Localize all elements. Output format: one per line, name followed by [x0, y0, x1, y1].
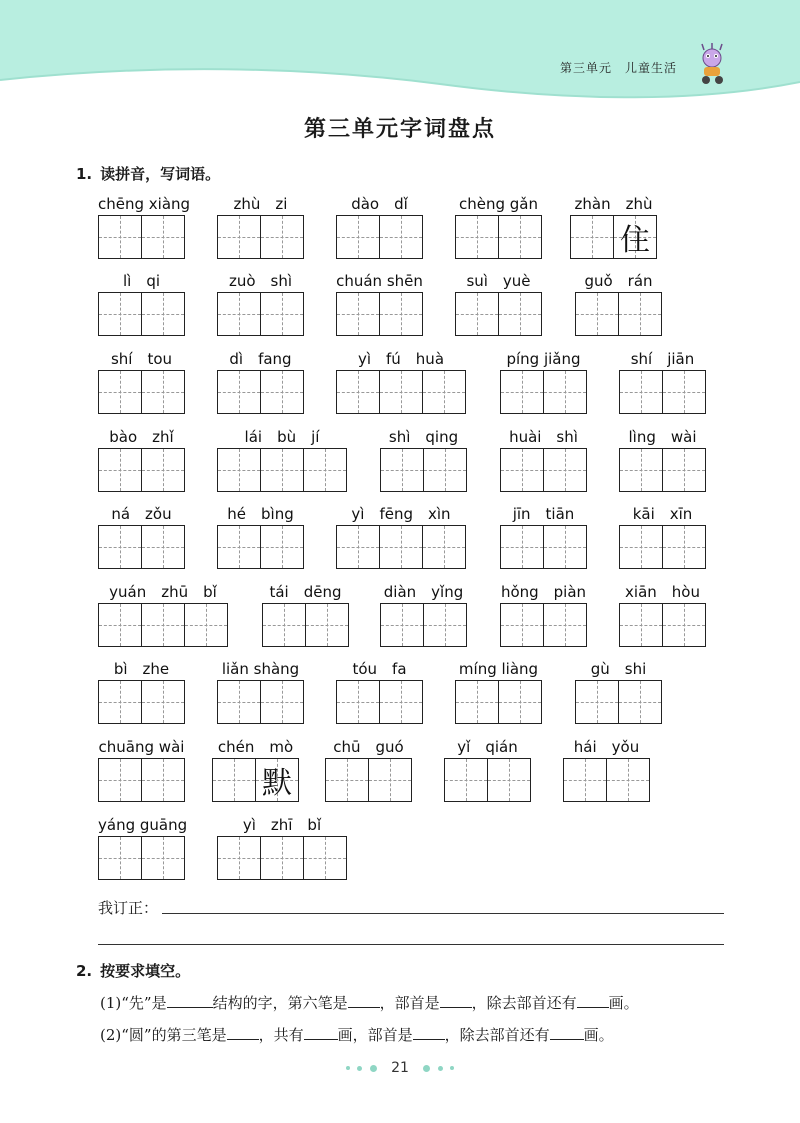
- word-item: [98, 659, 185, 724]
- character-box[interactable]: [487, 758, 531, 802]
- character-box[interactable]: [141, 292, 185, 336]
- header-wave-decoration: [0, 0, 800, 110]
- character-box[interactable]: [498, 292, 542, 336]
- tianzige-boxes: [98, 758, 185, 802]
- character-box[interactable]: [543, 525, 587, 569]
- q2-text-1: (2)“圆”的第三笔是: [100, 1026, 227, 1044]
- character-box[interactable]: [662, 448, 706, 492]
- pinyin-label: chuán shēn: [336, 272, 423, 290]
- pinyin-label: tóu fa: [352, 660, 407, 678]
- pinyin-label: yáng guāng: [98, 816, 188, 834]
- character-box[interactable]: [498, 680, 542, 724]
- character-box[interactable]: [500, 448, 544, 492]
- section1-heading: [76, 163, 220, 184]
- word-item: [380, 427, 467, 492]
- character-box[interactable]: [260, 836, 304, 880]
- q1-blank-remaining-strokes[interactable]: [577, 993, 609, 1008]
- character-box[interactable]: [98, 292, 142, 336]
- footer-dot-icon: [438, 1066, 443, 1071]
- word-item: [575, 659, 662, 724]
- given-character: 默: [262, 766, 292, 801]
- page-number: 21: [391, 1060, 409, 1076]
- section1-heading-text: 读拼音，写词语。: [100, 165, 221, 183]
- pinyin-label: zhù zi: [233, 195, 288, 213]
- pinyin-label: guǒ rán: [584, 272, 653, 290]
- word-item: [336, 349, 466, 414]
- character-box[interactable]: [500, 525, 544, 569]
- character-box[interactable]: [379, 292, 423, 336]
- character-box[interactable]: [141, 680, 185, 724]
- section2-heading: [76, 960, 190, 981]
- word-item: [575, 271, 662, 336]
- character-box[interactable]: [543, 448, 587, 492]
- character-box[interactable]: [423, 603, 467, 647]
- character-box[interactable]: [444, 758, 488, 802]
- character-box[interactable]: [379, 680, 423, 724]
- tianzige-boxes: [380, 603, 467, 647]
- character-box[interactable]: [336, 292, 380, 336]
- tianzige-boxes: [98, 525, 185, 569]
- q1-text-1: (1)“先”是: [100, 994, 167, 1012]
- tianzige-boxes: [217, 680, 304, 724]
- q1-blank-radical[interactable]: [440, 993, 472, 1008]
- q1-text-3: ，部首是: [379, 994, 440, 1012]
- pinyin-label: yì fú huà: [357, 350, 445, 368]
- character-box[interactable]: [619, 603, 663, 647]
- tianzige-boxes: [500, 448, 587, 492]
- character-box[interactable]: [325, 758, 369, 802]
- pinyin-label: chén mò: [217, 738, 294, 756]
- pinyin-label: dào dǐ: [351, 195, 408, 213]
- tianzige-boxes: [217, 836, 347, 880]
- character-box[interactable]: [98, 680, 142, 724]
- tianzige-boxes: [262, 603, 349, 647]
- given-character: 住: [620, 223, 650, 258]
- pinyin-label: tái dēng: [269, 583, 342, 601]
- tianzige-boxes: [336, 292, 423, 336]
- tianzige-boxes: [336, 215, 423, 259]
- tianzige-boxes: [619, 448, 706, 492]
- footer-dot-icon: [357, 1066, 362, 1071]
- word-item: [217, 349, 304, 414]
- tianzige-boxes: [619, 370, 706, 414]
- word-item: [444, 737, 531, 802]
- character-box[interactable]: [368, 758, 412, 802]
- character-box[interactable]: [455, 215, 499, 259]
- word-item: [336, 659, 423, 724]
- pinyin-label: xiān hòu: [625, 583, 700, 601]
- section2-number: 2.: [76, 962, 93, 980]
- tianzige-boxes: [98, 836, 187, 880]
- word-item: [336, 194, 423, 259]
- word-item: [98, 271, 185, 336]
- q2-blank-total-strokes[interactable]: [304, 1025, 338, 1040]
- character-box[interactable]: [98, 603, 142, 647]
- character-box[interactable]: [141, 448, 185, 492]
- character-box[interactable]: [422, 370, 466, 414]
- word-item: [217, 659, 304, 724]
- tianzige-boxes: [336, 370, 466, 414]
- word-item: [325, 737, 412, 802]
- character-box[interactable]: [575, 680, 619, 724]
- character-box[interactable]: [184, 603, 228, 647]
- character-box[interactable]: [618, 680, 662, 724]
- q1-text-4: ，除去部首还有: [471, 994, 577, 1012]
- pinyin-label: suì yuè: [466, 272, 531, 290]
- q2-blank-radical[interactable]: [413, 1025, 445, 1040]
- tianzige-boxes: [98, 215, 190, 259]
- character-box[interactable]: [379, 370, 423, 414]
- tianzige-boxes: [325, 758, 412, 802]
- q2-text-4: ，除去部首还有: [444, 1026, 550, 1044]
- character-box[interactable]: [98, 836, 142, 880]
- word-item: [217, 427, 347, 492]
- character-box[interactable]: [255, 758, 299, 802]
- character-box[interactable]: [260, 215, 304, 259]
- section2-heading-text: 按要求填空。: [100, 962, 191, 980]
- q1-blank-structure[interactable]: [167, 993, 213, 1008]
- character-box[interactable]: [217, 525, 261, 569]
- pinyin-label: shí tou: [110, 350, 173, 368]
- tianzige-boxes: [500, 603, 587, 647]
- character-box[interactable]: [98, 215, 142, 259]
- q2-text-5: 画。: [583, 1026, 614, 1044]
- tianzige-boxes: [217, 215, 304, 259]
- pinyin-label: chū guó: [333, 738, 404, 756]
- page-footer: [0, 1060, 800, 1076]
- word-item: [98, 427, 185, 492]
- word-item: [336, 271, 423, 336]
- page-title: 第三单元字词盘点: [303, 116, 496, 142]
- word-item: [619, 349, 706, 414]
- tianzige-boxes: [500, 525, 587, 569]
- word-item: [380, 582, 467, 647]
- pinyin-label: shì qing: [388, 428, 459, 446]
- character-box[interactable]: [336, 525, 380, 569]
- footer-dot-icon: [450, 1066, 454, 1070]
- character-box[interactable]: [262, 603, 306, 647]
- character-box[interactable]: [662, 525, 706, 569]
- character-box[interactable]: [217, 215, 261, 259]
- character-box[interactable]: [379, 215, 423, 259]
- character-box[interactable]: [422, 525, 466, 569]
- word-item: [500, 504, 587, 569]
- cartoon-mascot-icon: [692, 42, 732, 86]
- pinyin-label: hái yǒu: [573, 738, 640, 756]
- q2-text-3: 画，部首是: [337, 1026, 413, 1044]
- tianzige-boxes: [570, 215, 657, 259]
- pinyin-label: míng liàng: [458, 660, 539, 678]
- word-item: [455, 271, 542, 336]
- character-box[interactable]: [260, 292, 304, 336]
- character-box[interactable]: [380, 603, 424, 647]
- tianzige-boxes: [619, 603, 706, 647]
- tianzige-boxes: [217, 292, 304, 336]
- tianzige-boxes: [455, 680, 542, 724]
- word-item: [500, 427, 587, 492]
- tianzige-boxes: [619, 525, 706, 569]
- character-box[interactable]: [98, 370, 142, 414]
- footer-dot-icon: [370, 1065, 377, 1072]
- word-item: [217, 815, 347, 880]
- tianzige-boxes: [98, 603, 228, 647]
- pinyin-label: píng jiǎng: [506, 350, 581, 368]
- character-box[interactable]: [141, 215, 185, 259]
- word-item: [619, 504, 706, 569]
- character-box[interactable]: [217, 292, 261, 336]
- tianzige-boxes: [217, 370, 304, 414]
- character-box[interactable]: [141, 370, 185, 414]
- q2-blank-remaining-strokes[interactable]: [550, 1025, 584, 1040]
- character-box[interactable]: [260, 680, 304, 724]
- character-box[interactable]: [141, 758, 185, 802]
- character-box[interactable]: [141, 603, 185, 647]
- character-box[interactable]: [336, 680, 380, 724]
- character-box[interactable]: [618, 292, 662, 336]
- footer-dot-icon: [423, 1065, 430, 1072]
- word-item: [500, 582, 587, 647]
- tianzige-boxes: [575, 292, 662, 336]
- word-item: [98, 504, 185, 569]
- character-box[interactable]: [563, 758, 607, 802]
- pinyin-label: bào zhǐ: [109, 428, 174, 446]
- pinyin-label: bì zhe: [113, 660, 170, 678]
- pinyin-label: jīn tiān: [512, 505, 575, 523]
- character-box[interactable]: [379, 525, 423, 569]
- word-item: [212, 737, 299, 802]
- character-box[interactable]: [303, 836, 347, 880]
- tianzige-boxes: [380, 448, 467, 492]
- character-box[interactable]: [619, 448, 663, 492]
- word-item: [563, 737, 650, 802]
- character-box[interactable]: [260, 370, 304, 414]
- pinyin-label: yuán zhū bǐ: [109, 583, 217, 601]
- character-box[interactable]: [141, 836, 185, 880]
- pinyin-label: kāi xīn: [632, 505, 693, 523]
- word-item: [98, 815, 187, 880]
- character-box[interactable]: [98, 525, 142, 569]
- character-box[interactable]: [498, 215, 542, 259]
- tianzige-boxes: [212, 758, 299, 802]
- pinyin-label: dì fang: [229, 350, 292, 368]
- character-box[interactable]: [455, 680, 499, 724]
- word-item: [98, 737, 185, 802]
- pinyin-label: diàn yǐng: [383, 583, 464, 601]
- pinyin-label: yǐ qián: [457, 738, 518, 756]
- q2-text-2: ，共有: [258, 1026, 304, 1044]
- word-item: [570, 194, 657, 259]
- question-1: [100, 992, 639, 1013]
- pinyin-label: lì qi: [122, 272, 161, 290]
- character-box[interactable]: [570, 215, 614, 259]
- correction-line-2[interactable]: [98, 944, 724, 945]
- word-item: [500, 349, 587, 414]
- character-box[interactable]: [606, 758, 650, 802]
- character-box[interactable]: [260, 448, 304, 492]
- word-item: [217, 194, 304, 259]
- character-box[interactable]: [141, 525, 185, 569]
- tianzige-boxes: [500, 370, 587, 414]
- character-box[interactable]: [217, 680, 261, 724]
- word-item: [98, 194, 190, 259]
- section1-number: 1.: [76, 165, 93, 183]
- character-box[interactable]: [500, 603, 544, 647]
- tianzige-boxes: [98, 680, 185, 724]
- character-box[interactable]: [260, 525, 304, 569]
- tianzige-boxes: [98, 448, 185, 492]
- character-box[interactable]: [305, 603, 349, 647]
- word-item: [455, 194, 542, 259]
- tianzige-boxes: [563, 758, 650, 802]
- pinyin-label: chuāng wài: [98, 738, 185, 756]
- pinyin-label: hé bìng: [227, 505, 294, 523]
- character-box[interactable]: [613, 215, 657, 259]
- tianzige-boxes: [217, 525, 304, 569]
- pinyin-label: yì zhī bǐ: [242, 816, 322, 834]
- q1-text-2: 结构的字，第六笔是: [212, 994, 348, 1012]
- pinyin-label: hǒng piàn: [500, 583, 587, 601]
- tianzige-boxes: [217, 448, 347, 492]
- tianzige-boxes: [336, 525, 466, 569]
- question-2: [100, 1024, 614, 1045]
- word-item: [262, 582, 349, 647]
- pinyin-label: ná zǒu: [111, 505, 172, 523]
- character-box[interactable]: [455, 292, 499, 336]
- character-box[interactable]: [380, 448, 424, 492]
- tianzige-boxes: [98, 370, 185, 414]
- footer-dot-icon: [346, 1066, 350, 1070]
- pinyin-label: shí jiān: [630, 350, 695, 368]
- word-item: [619, 427, 706, 492]
- pinyin-label: yì fēng xìn: [351, 505, 451, 523]
- tianzige-boxes: [455, 215, 542, 259]
- word-item: [217, 504, 304, 569]
- character-box[interactable]: [619, 525, 663, 569]
- word-item: [619, 582, 706, 647]
- character-box[interactable]: [619, 370, 663, 414]
- character-box[interactable]: [543, 603, 587, 647]
- tianzige-boxes: [444, 758, 531, 802]
- unit-label: 第三单元 儿童生活: [560, 61, 678, 75]
- correction-label: 我订正：: [98, 899, 159, 917]
- character-box[interactable]: [336, 215, 380, 259]
- pinyin-label: chèng gǎn: [459, 195, 538, 213]
- character-box[interactable]: [662, 370, 706, 414]
- character-box[interactable]: [423, 448, 467, 492]
- word-item: [336, 504, 466, 569]
- character-box[interactable]: [98, 758, 142, 802]
- character-box[interactable]: [217, 836, 261, 880]
- character-box[interactable]: [303, 448, 347, 492]
- correction-line-1[interactable]: [162, 913, 724, 914]
- character-box[interactable]: [543, 370, 587, 414]
- tianzige-boxes: [98, 292, 185, 336]
- pinyin-label: chēng xiàng: [98, 195, 191, 213]
- q1-text-5: 画。: [608, 994, 639, 1012]
- character-box[interactable]: [212, 758, 256, 802]
- character-box[interactable]: [217, 370, 261, 414]
- pinyin-label: huài shì: [509, 428, 578, 446]
- character-box[interactable]: [662, 603, 706, 647]
- pinyin-label: liǎn shàng: [221, 660, 300, 678]
- character-box[interactable]: [575, 292, 619, 336]
- word-item: [217, 271, 304, 336]
- character-box[interactable]: [98, 448, 142, 492]
- character-box[interactable]: [336, 370, 380, 414]
- pinyin-label: gù shi: [590, 660, 647, 678]
- pinyin-label: zuò shì: [228, 272, 293, 290]
- character-box[interactable]: [217, 448, 261, 492]
- word-item: [98, 349, 185, 414]
- pinyin-label: lìng wài: [628, 428, 697, 446]
- tianzige-boxes: [575, 680, 662, 724]
- pinyin-label: zhàn zhù: [574, 195, 653, 213]
- tianzige-boxes: [455, 292, 542, 336]
- q1-blank-sixth-stroke[interactable]: [348, 993, 380, 1008]
- word-item: [98, 582, 228, 647]
- word-item: [455, 659, 542, 724]
- q2-blank-third-stroke[interactable]: [227, 1025, 259, 1040]
- character-box[interactable]: [500, 370, 544, 414]
- pinyin-label: lái bù jí: [244, 428, 320, 446]
- tianzige-boxes: [336, 680, 423, 724]
